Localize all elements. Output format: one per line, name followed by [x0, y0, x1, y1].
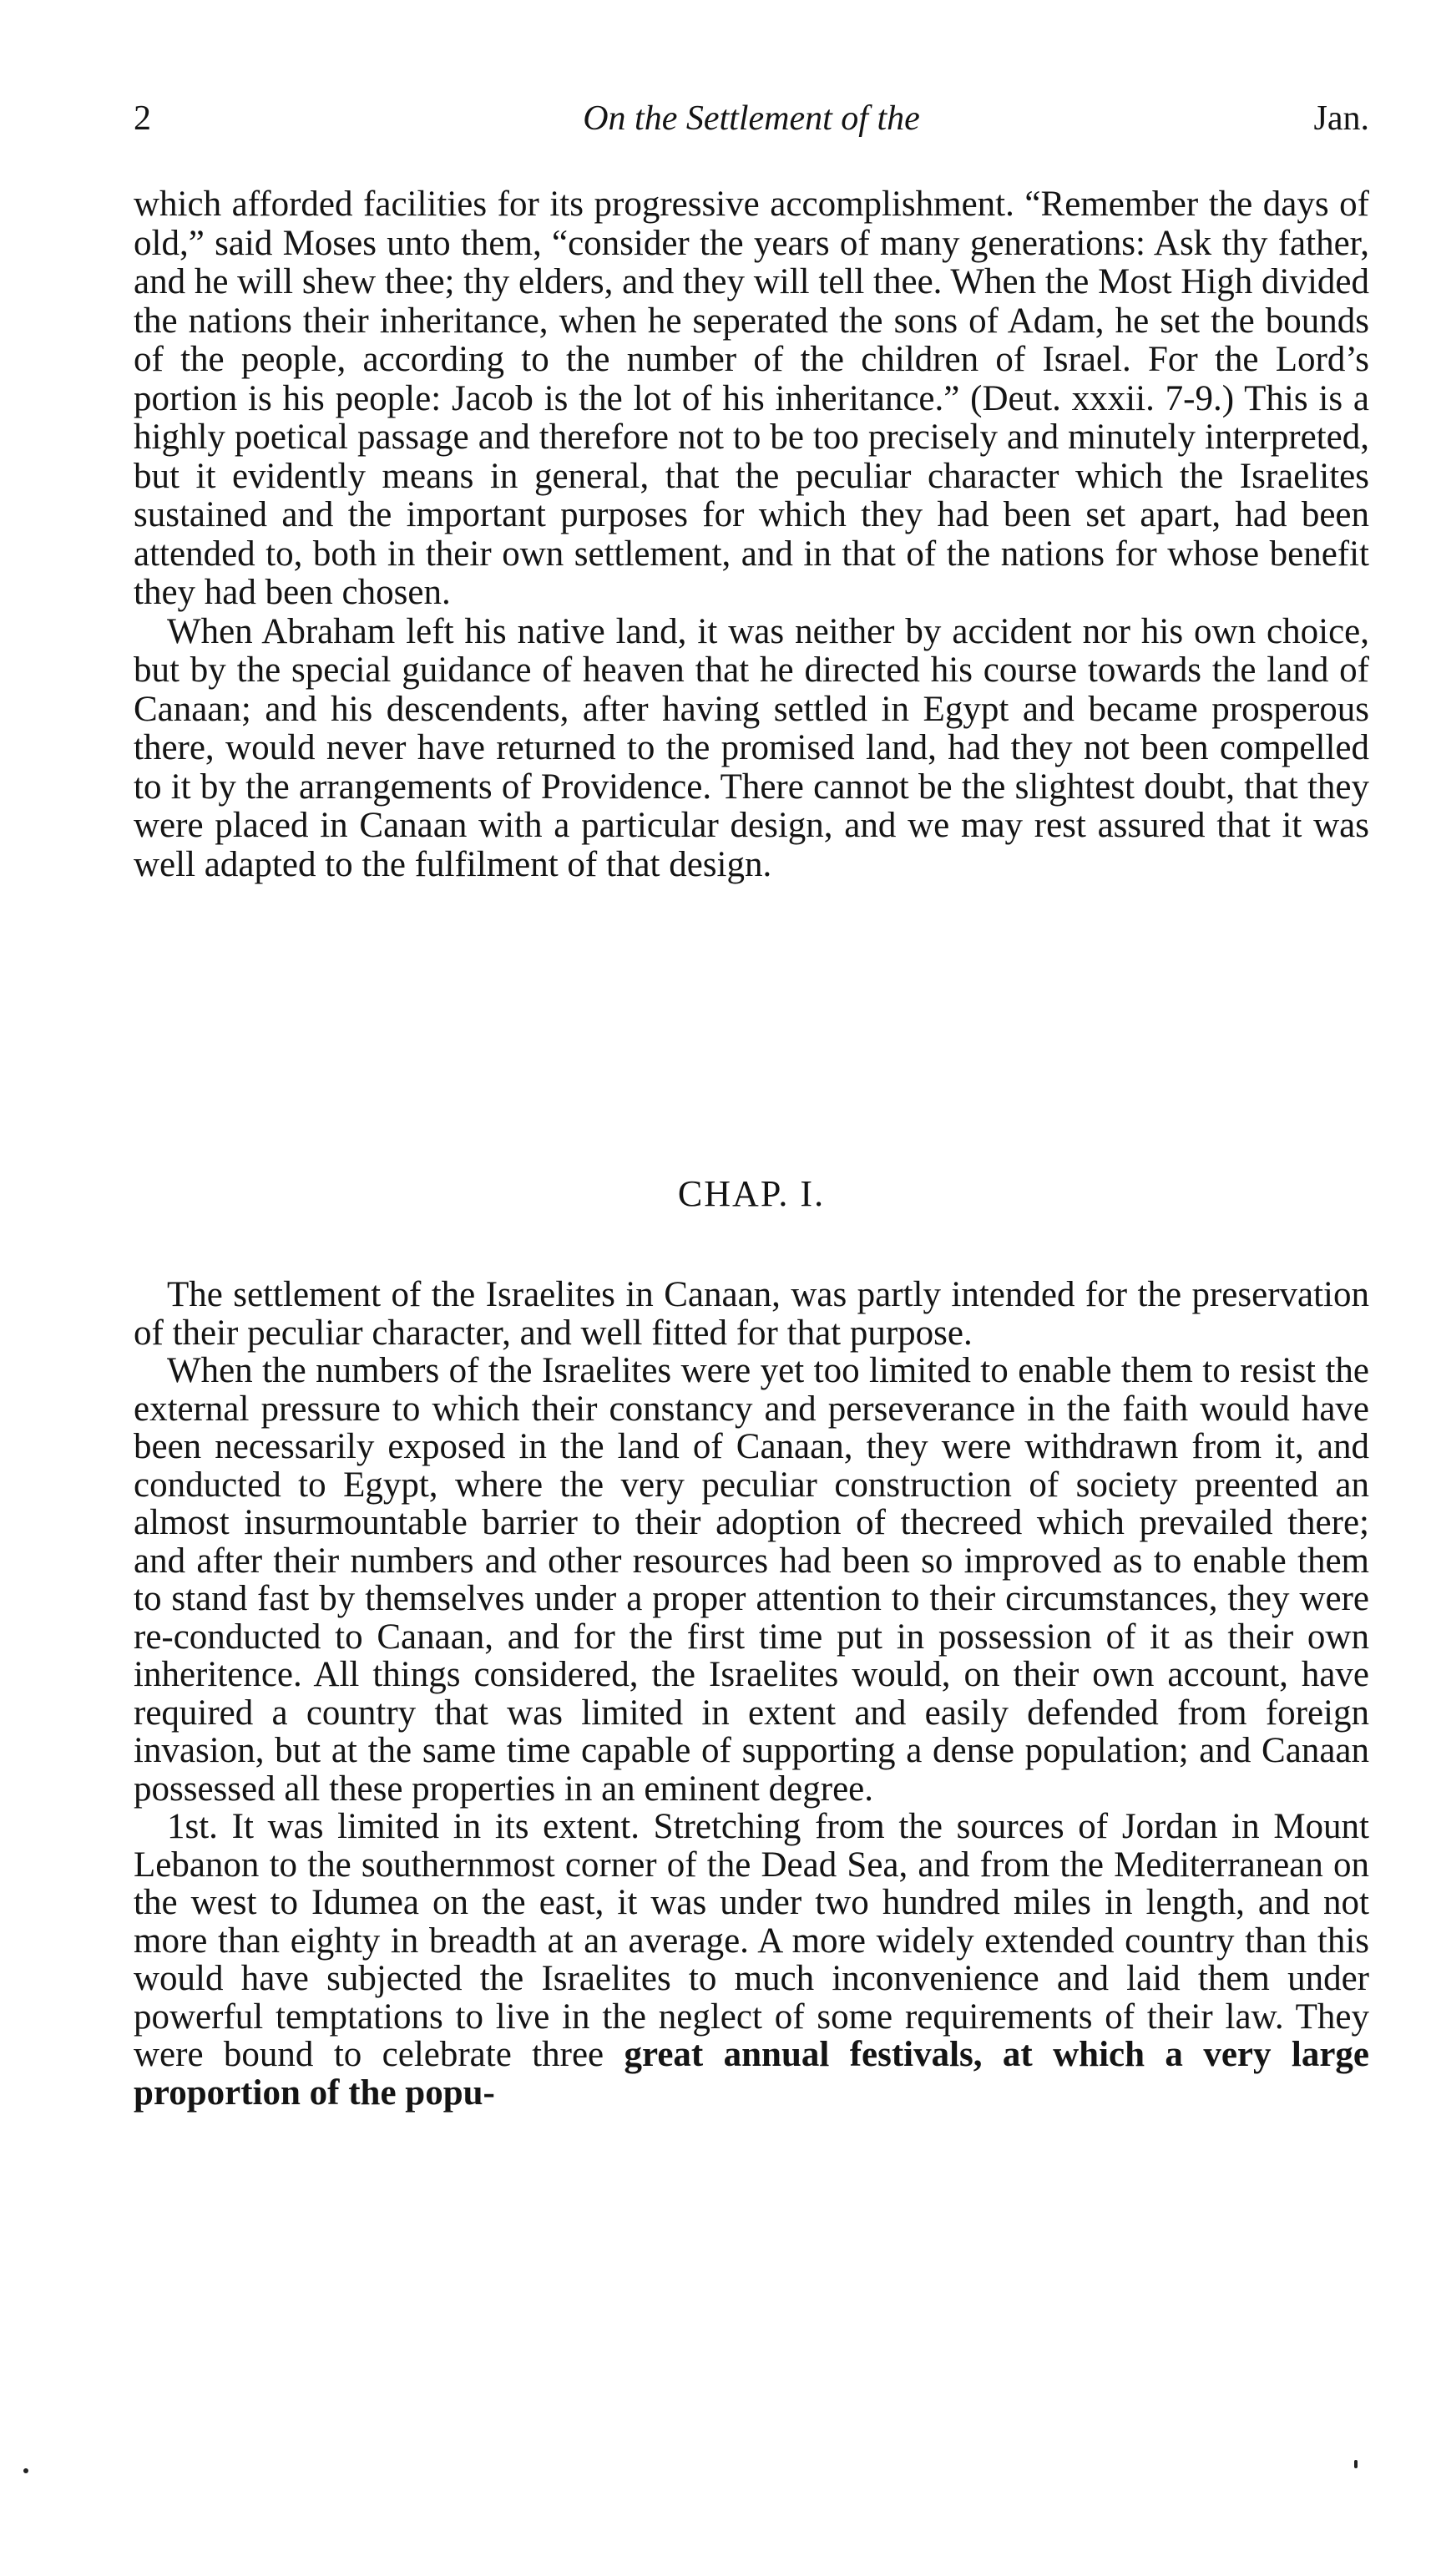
- continued-paragraph: which afforded facilities for its progressive accomplishment. “Remember the days of old,” said Moses unto them, “consider the years of many generations: Ask thy father, and he will shew thee; thy elders, and they will tell thee. When the Most High divided the nations their inheritance, when he seperated the sons of Adam, he set the bounds of the people, according to the number of the children of Israel. For the Lord’s portion is his people: Jacob is the lot of his inheritance.” (Deut. xxxii. 7-9.) This is a highly poetical passage and therefore not to be too precisely and minutely interpreted, but it evidently means in general, that the peculiar character which the Israelites sustained and the important purposes for which they had been set apart, had been attended to, both in their own settlement, and in that of the nations for whose benefit they had been chosen.: [134, 185, 1369, 612]
- page-number: 2: [134, 99, 151, 138]
- first-point-paragraph: [134, 1808, 1369, 2112]
- chapter-heading: CHAP. I.: [677, 1173, 826, 1214]
- continued-text-block: [134, 185, 1369, 884]
- chapter-intro-paragraph: The settlement of the Israelites in Canaan, was partly intended for the preservation of their peculiar character, and well fitted for that purpose.: [134, 1275, 1369, 1353]
- numbers-paragraph: When the numbers of the Israelites were yet too limited to enable them to resist the external pressure to which their constancy and perseverance in the faith would have been necessarily exposed in the land of Canaan, they were withdrawn from it, and conducted to Egypt, where the very peculiar construction of society preented an almost insurmountable barrier to their adoption of thecreed which prevailed there; and after their numbers and other resources had been so improved as to enable them to stand fast by themselves under a proper attention to their circumstances, they were re-conducted to Canaan, and for the first time put in possession of it as their own inheritence. All things considered, the Israelites would, on their own account, have required a country that was limited in extent and easily defended from foreign invasion, but at the same time capable of supporting a dense population; and Canaan possessed all these properties in an eminent degree.: [134, 1351, 1369, 1809]
- first-point-text: 1st. It was limited in its extent. Stretching from the sources of Jordan in Mount Lebanon to the southernmost corner of the Dead Sea, and from the Mediterranean on the west to Idumea on the east, it was under two hundred miles in length, and not more than eighty in breadth at an average. A more widely extended country than this would have subjected the Israelites to much inconvenience and laid them under powerful temptations to live in the neglect of some requirements of their law. They were bound to celebrate three: [134, 1807, 1369, 2074]
- running-head: [134, 94, 1369, 144]
- first-point-last-line: great annual festivals, at which a very large proportion of the popu-: [134, 2035, 1369, 2113]
- margin-speck-left: [23, 2468, 28, 2473]
- margin-speck-right: [1354, 2460, 1358, 2468]
- running-title: On the Settlement of the: [583, 99, 920, 138]
- chapter-text-block: [134, 1276, 1369, 2112]
- running-head-month: Jan.: [1313, 99, 1369, 138]
- abraham-paragraph: When Abraham left his native land, it was neither by accident nor his own choice, but by the special guidance of heaven that he directed his course towards the land of Canaan; and his descendents, after having settled in Egypt and became prosperous there, would never have returned to the promised land, had they not been compelled to it by the arrangements of Providence. There cannot be the slightest doubt, that they were placed in Canaan with a particular design, and we may rest assured that it was well adapted to the fulfilment of that design.: [134, 611, 1369, 884]
